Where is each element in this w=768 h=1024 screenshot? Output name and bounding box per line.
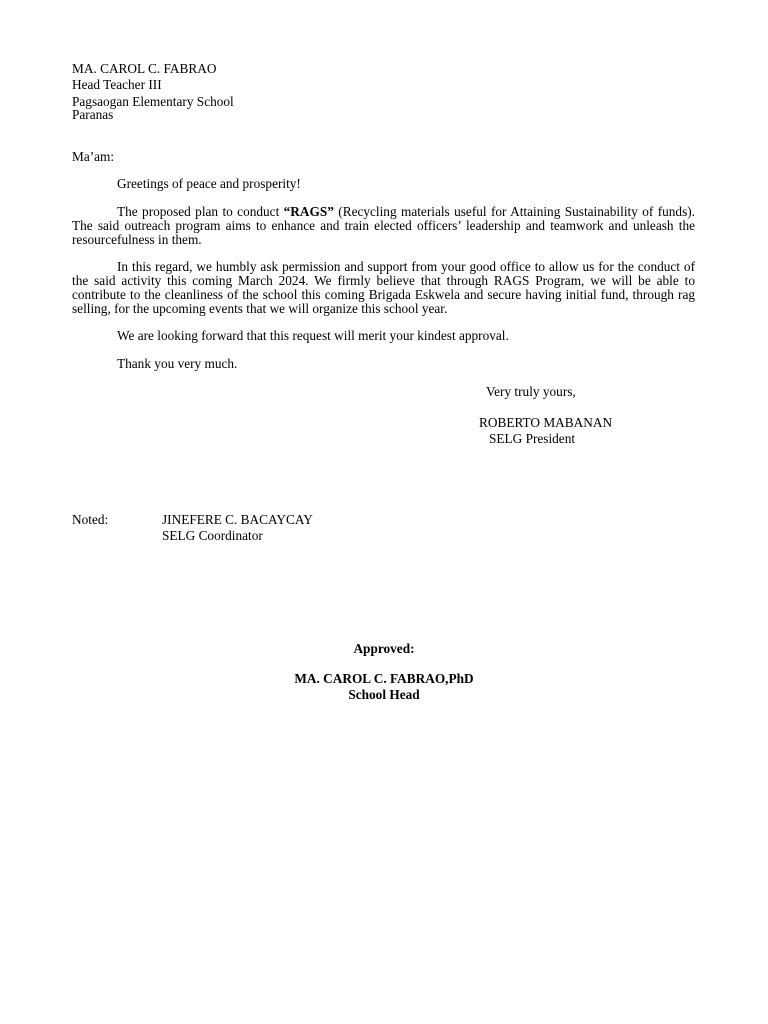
salutation: Ma’am: [72,149,115,164]
closing: Very truly yours, [486,384,576,399]
sender-title: SELG President [489,431,576,446]
recipient-position: Head Teacher III [72,77,162,92]
approver-name: MA. CAROL C. FABRAO,PhD [294,671,474,686]
thanks-line: Thank you very much. [117,356,238,371]
paragraph-approval-hope: We are looking forward that this request will merit your kindest approval. [117,328,509,343]
approver-title: School Head [348,687,420,702]
recipient-name: MA. CAROL C. FABRAO [72,61,217,76]
greeting: Greetings of peace and prosperity! [117,176,301,191]
rags-highlight: “RAGS” [283,204,334,219]
recipient-school: Pagsaogan Elementary School [72,94,234,109]
noted-title: SELG Coordinator [162,528,263,543]
paragraph-request-text: In this regard, we humbly ask permission and support from your good office to allow us for the conduct of the said activity this coming March 2024. We firmly believe that through RAGS Program, we will be able to contribute to the cleanliness of the school this coming Brigada Eskwela and secure having initial fund, through rag selling, for the upcoming events that we will organize this school year. [72,259,695,316]
paragraph-proposal-before: The proposed plan to conduct [117,204,284,219]
paragraph-proposal [72,205,695,247]
noted-label: Noted: [72,512,109,527]
approved-label: Approved: [353,641,415,656]
paragraph-request [72,260,695,316]
noted-name: JINEFERE C. BACAYCAY [162,512,313,527]
recipient-location: Paranas [72,107,114,122]
paragraph-proposal-after: (Recycling materials useful for Attaining Sustainability of funds). The said outreach program aims to enhance and train elected officers’ leadership and teamwork and unleash the resourcefulness in them. [72,204,695,247]
sender-name: ROBERTO MABANAN [479,415,613,430]
